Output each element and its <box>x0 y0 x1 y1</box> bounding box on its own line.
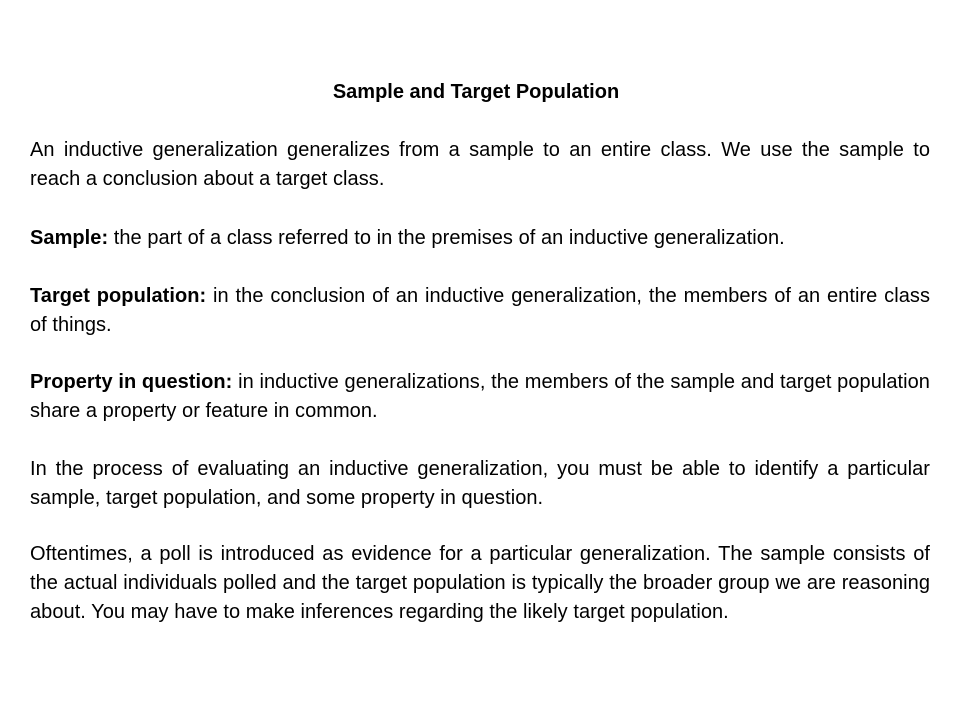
definition-term: Target population: <box>30 285 207 307</box>
definition-target-population <box>30 282 930 340</box>
poll-paragraph: Oftentimes, a poll is introduced as evidence for a particular generalization. The sample consists of the actual individuals polled and the target population is typically the broader group we are reasoning about. You may have to make inferences regarding the likely target population. <box>30 543 930 623</box>
definition-property-in-question <box>30 368 930 426</box>
definition-term: Property in question: <box>30 371 233 393</box>
definition-text: in inductive generalizations, the members of the sample and target population share a property or feature in common. <box>30 371 930 422</box>
definition-text: the part of a class referred to in the premises of an inductive generalization. <box>108 227 785 249</box>
definition-text: in the conclusion of an inductive generalization, the members of an entire class of things. <box>30 285 930 336</box>
definition-term: Sample: <box>30 227 109 249</box>
slide-title: Sample and Target Population <box>332 81 620 103</box>
intro-paragraph: An inductive generalization generalizes from a sample to an entire class. We use the sample to reach a conclusion about a target class. <box>30 139 930 190</box>
definition-sample <box>30 224 930 253</box>
process-paragraph: In the process of evaluating an inductive generalization, you must be able to identify a particular sample, target population, and some property in question. <box>30 458 930 509</box>
